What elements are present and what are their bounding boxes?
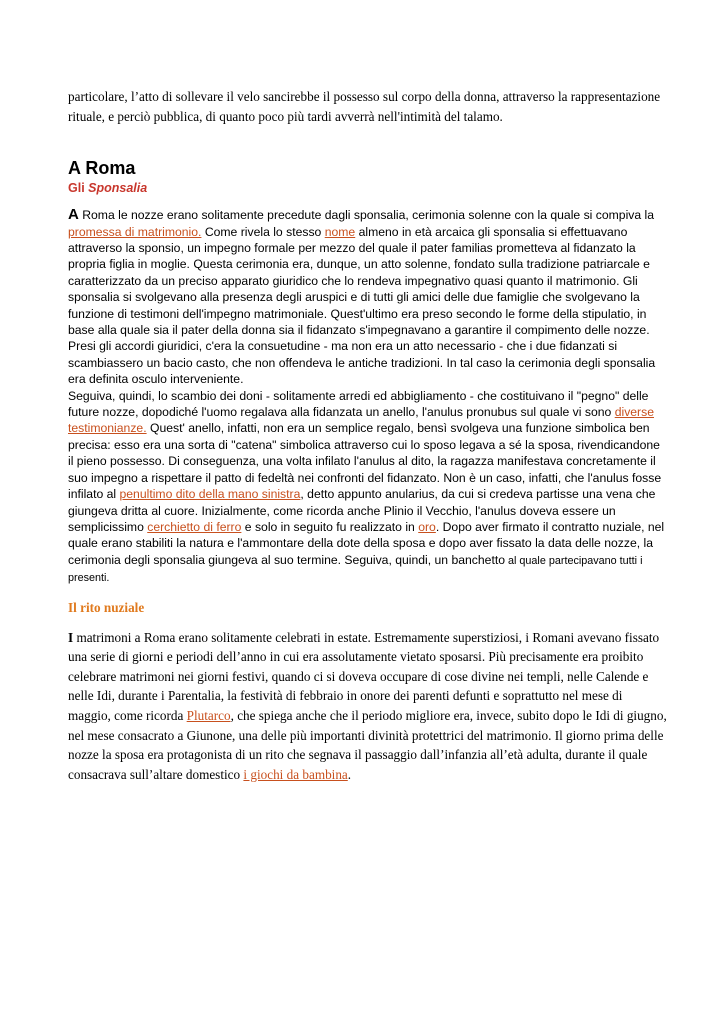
link-i-giochi-da-bambina[interactable]: i giochi da bambina	[243, 766, 348, 782]
link-diverse-testimonianze[interactable]: diverse testimonianze.	[68, 405, 654, 436]
sponsalia-paragraph-1	[68, 207, 668, 387]
text-run: almeno in età arcaica gli sponsalia si effettuavano attraverso la sponsio, un impegno formale per mezzo del quale il pater familias prometteva al fidanzato la propria figlia in moglie. Questa cerimonia era, dunque, un atto solenne, fondato sulla tradizione patriarcale e caratterizzato da un preciso apparato giuridico che lo rendeva impegnativo quasi quanto il matrimonio. Gli sponsalia si svolgevano alla presenza degli aruspici e di tutti gli amici delle due famiglie che svolgevano la funzione di testimoni dell'impegno matrimoniale. Quest'ultimo era preso secondo le forme della stipulatio, in base alla quale sia il pater della donna sia il fidanzato s'impegnavano a garantire il compimento delle nozze. Presi gli accordi giuridici, c'era la consuetudine - ma non era un atto necessario - che i due fidanzati si scambiassero un bacio casto, che non offendeva le antiche tradizioni. In tal caso la cerimonia degli sponsalia era definita osculo interveniente.	[68, 224, 656, 387]
text-run: . Dopo aver firmato il contratto nuziale, nel quale erano stabiliti la natura e l'ammontare della dote della sposa e dopo aver fissato la data delle nozze, la cerimonia degli sponsalia giungeva al suo termine. Seguiva, quindi, un banchetto	[68, 519, 665, 567]
section-subheading	[68, 180, 668, 196]
document-page	[68, 84, 668, 784]
drop-letter: I	[68, 629, 74, 645]
sponsalia-paragraph-2	[68, 388, 668, 587]
intro-paragraph: particolare, l’atto di sollevare il velo sancirebbe il possesso sul corpo della donna, attraverso la rappresentazione rituale, e perciò pubblica, di quanto poco più tardi avverrà nell'intimità del talamo.	[68, 89, 661, 124]
drop-letter: A	[68, 206, 79, 224]
link-plutarco[interactable]: Plutarco	[186, 707, 231, 723]
text-run: e solo in seguito fu realizzato in	[241, 519, 419, 534]
text-run: Seguiva, quindi, lo scambio dei doni - solitamente arredi ed abbigliamento - che costituivano il "pegno" delle future nozze, dopodiché l'uomo regalava alla fidanzata un anello, l'anulus pronubus sul quale vi sono	[68, 388, 649, 420]
text-run: matrimoni a Roma erano solitamente celebrati in estate. Estremamente superstiziosi, i Romani avevano fissato una serie di giorni e periodi dell’anno in cui era assolutamente vietato sposarsi. Più precisamente era proibito celebrare matrimoni nei giorni festivi, quando ci si doveva occupare di cose divine nei templi, nelle Calende e nelle Idi, durante i Parentalia, la festività di febbraio in onore dei parenti defunti e soprattutto nel mese di maggio, come ricorda	[68, 629, 660, 723]
text-run: , detto appunto anularius, da cui si credeva partisse una vena che giungeva dritta al cuore. Inizialmente, come ricorda anche Plinio il Vecchio, l'anulus doveva essere un semplicissimo	[68, 487, 656, 534]
text-run: Quest' anello, infatti, non era un semplice regalo, bensì svolgeva una funzione simbolica ben precisa: esso era una sorta di "catena" simbolica attraverso cui lo sposo legava a sé la sposa, rivendicandone il pieno possesso. Di conseguenza, una volta infilato l'anulus al dito, la ragazza manifestava concretamente il suo impegno a rispettare il patto di fedeltà nei confronti del fidanzato. Non è un caso, infatti, che l'anulus fosse infilato al	[68, 421, 662, 502]
rito-heading: Il rito nuziale	[68, 599, 145, 615]
text-run-small: al quale partecipavano tutti i presenti.	[68, 554, 643, 585]
subheading-italic: Sponsalia	[88, 181, 148, 196]
link-promessa-di-matrimonio[interactable]: promessa di matrimonio.	[68, 224, 202, 239]
text-run: Roma le nozze erano solitamente precedute dagli sponsalia, cerimonia solenne con la quale si compiva la	[78, 208, 655, 223]
text-run: , che spiega anche che il periodo migliore era, invece, subito dopo le Idi di giugno, nel mese consacrato a Giunone, una delle più importanti divinità protettrici del matrimonio. Il giorno prima delle nozze la sposa era protagonista di un rito che segnava il passaggio dall’infanzia all’età adulta, durante il quale consacrava sull’altare domestico	[68, 707, 667, 782]
subheading-prefix: Gli	[68, 181, 85, 196]
link-oro[interactable]: oro	[418, 519, 436, 534]
sponsalia-text	[68, 207, 668, 586]
rito-paragraph	[68, 628, 668, 785]
text-run: .	[347, 766, 352, 782]
link-cerchietto-di-ferro[interactable]: cerchietto di ferro	[147, 519, 242, 534]
section-heading: A Roma	[68, 158, 136, 179]
link-nome[interactable]: nome	[324, 224, 356, 239]
link-penultimo-dito[interactable]: penultimo dito della mano sinistra	[119, 487, 301, 502]
text-run: Come rivela lo stesso	[201, 224, 325, 239]
